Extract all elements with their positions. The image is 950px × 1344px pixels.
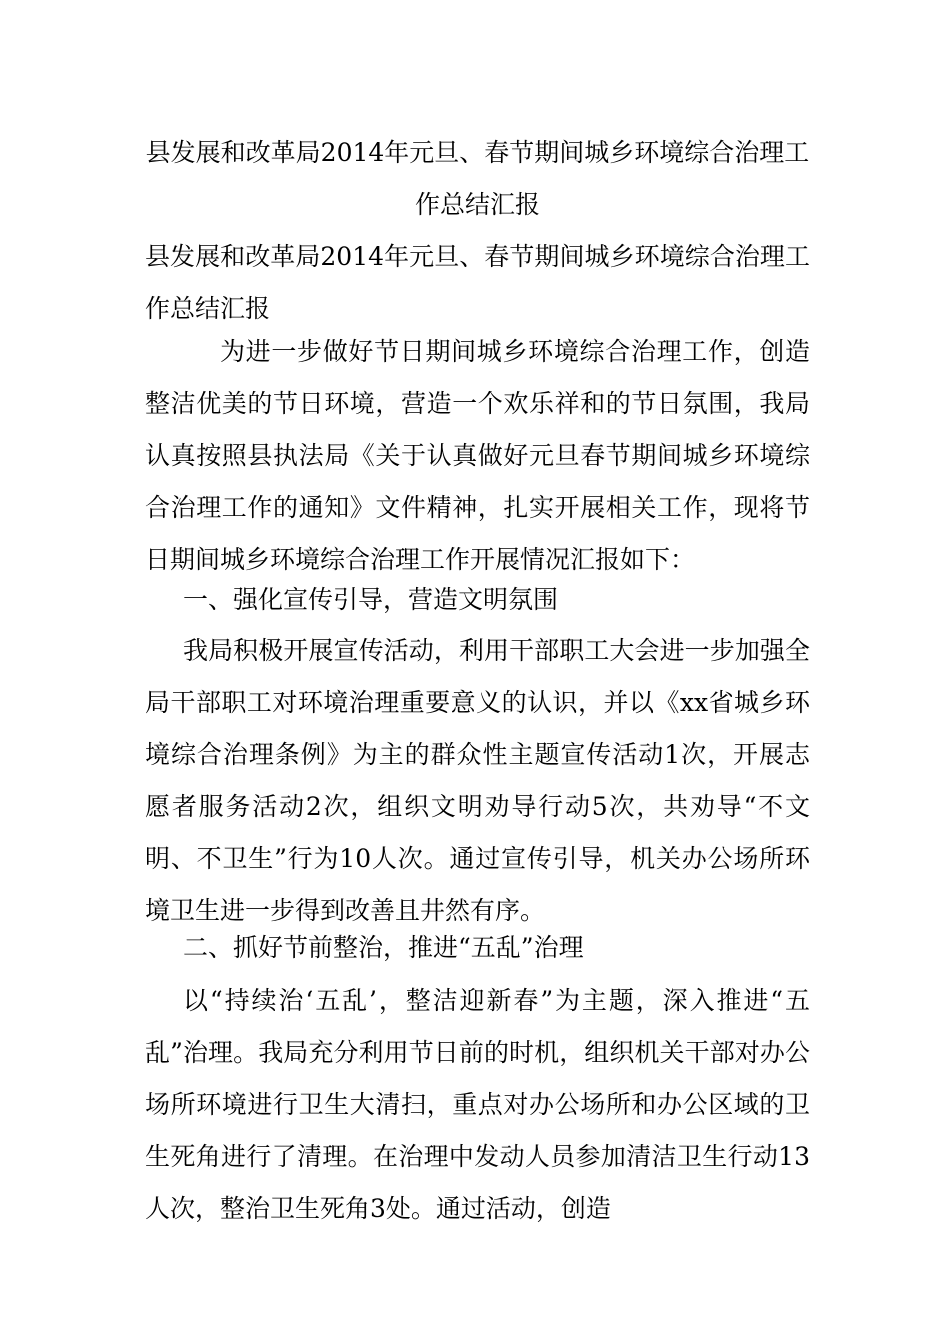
section-paragraph-1: 我局积极开展宣传活动，利用干部职工大会进一步加强全局干部职工对环境治理重要意义的认识，并以《xx省城乡环境综合治理条例》为主的群众性主题宣传活动1次，开展志愿者服务活动2次，组织文明劝导行动5次，共劝导“不文明、不卫生”行为10人次。通过宣传引导，机关办公场所环境卫生进一步得到改善且井然有序。	[145, 636, 810, 925]
section-heading-2: 二、抓好节前整治，推进“五乱”治理	[183, 933, 584, 962]
document-title: 县发展和改革局2014年元旦、春节期间城乡环境综合治理工作总结汇报	[145, 138, 810, 219]
intro-paragraph: 为进一步做好节日期间城乡环境综合治理工作，创造整洁优美的节日环境，营造一个欢乐祥和的节日氛围，我局认真按照县执法局《关于认真做好元旦春节期间城乡环境综合治理工作的通知》文件精神，扎实开展相关工作，现将节日期间城乡环境综合治理工作开展情况汇报如下：	[145, 337, 810, 574]
section-heading-1: 一、强化宣传引导，营造文明氛围	[183, 585, 559, 614]
document-subtitle: 县发展和改革局2014年元旦、春节期间城乡环境综合治理工作总结汇报	[145, 242, 810, 323]
section-paragraph-2: 以“持续治‘五乱’，整洁迎新春”为主题，深入推进“五乱”治理。我局充分利用节日前的时机，组织机关干部对办公场所环境进行卫生大清扫，重点对办公场所和办公区域的卫生死角进行了清理。在治理中发动人员参加清洁卫生行动13人次，整治卫生死角3处。通过活动，创造	[145, 986, 810, 1223]
